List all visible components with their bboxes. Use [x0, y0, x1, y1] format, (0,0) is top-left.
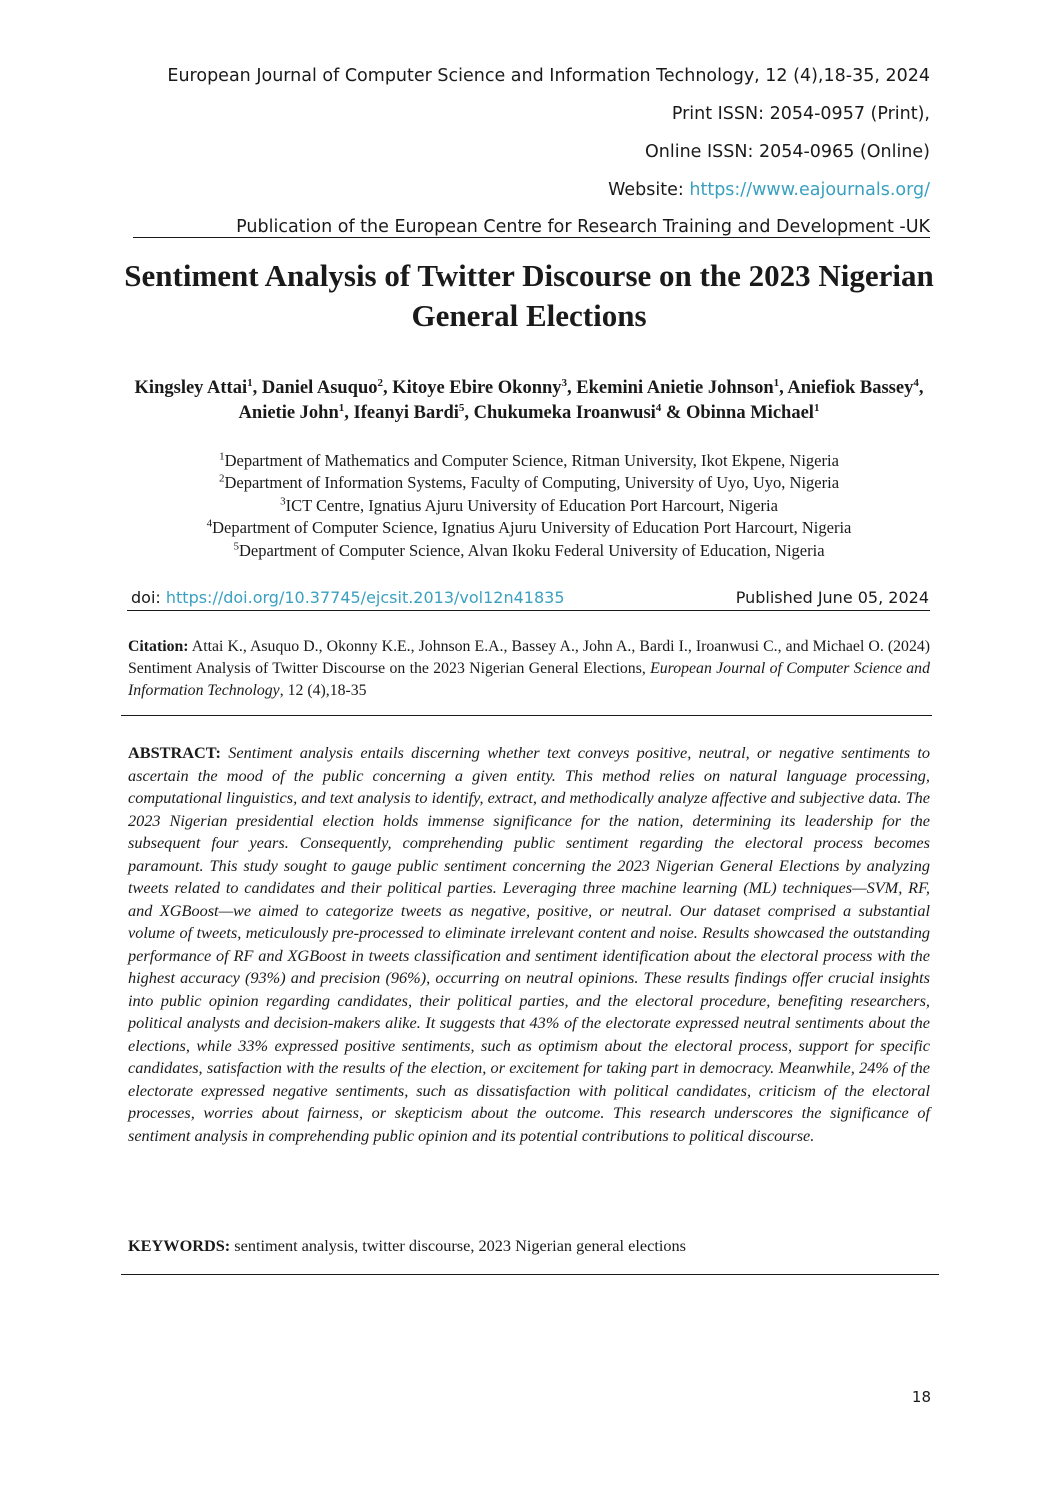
abstract	[128, 742, 930, 1147]
author-affiliation-mark: 2	[377, 376, 384, 389]
abstract-label: ABSTRACT:	[128, 743, 221, 762]
website-label: Website:	[608, 180, 690, 200]
affiliation-text: Department of Mathematics and Computer Science, Ritman University, Ikot Ekpene, Nigeria	[224, 451, 839, 470]
affiliation	[128, 450, 930, 472]
author-separator: &	[661, 403, 686, 423]
author-separator: ,	[918, 378, 924, 398]
affiliation-mark: 4	[206, 517, 213, 530]
affiliation-mark: 2	[218, 472, 225, 485]
author-separator: ,	[344, 403, 354, 423]
author-name: Anietie John	[238, 403, 339, 423]
citation-label: Citation:	[128, 638, 189, 655]
keywords-text: sentiment analysis, twitter discourse, 2023 Nigerian general elections	[230, 1236, 686, 1255]
doi-rule	[127, 610, 930, 611]
citation	[128, 636, 930, 702]
affiliation-mark: 1	[219, 450, 225, 463]
affiliation-text: ICT Centre, Ignatius Ajuru University of Education Port Harcourt, Nigeria	[285, 495, 778, 515]
author-affiliation-mark: 1	[338, 401, 345, 414]
author-affiliation-mark: 1	[247, 376, 253, 389]
doi-label: doi:	[131, 588, 166, 607]
author-name: Aniefiok Bassey	[787, 378, 914, 398]
author-affiliation-mark: 3	[561, 376, 568, 389]
affiliation	[128, 540, 930, 562]
author-name: Kitoye Ebire Okonny	[392, 378, 562, 398]
author-name: Chukumeka Iroanwusi	[473, 403, 656, 423]
citation-text: Attai K., Asuquo D., Okonny K.E., Johnson E.A., Bassey A., John A., Bardi I., Iroanwusi C., and Michael O. (2024) Sentiment Analysis of Twitter Discourse on the 2023 Nigerian General Elections,	[128, 638, 930, 677]
affiliation	[128, 517, 930, 539]
affiliation	[128, 472, 930, 494]
journal-line: European Journal of Computer Science and Information Technology, 12 (4),18-35, 2024	[167, 66, 930, 86]
affiliation-list	[128, 450, 930, 562]
author-list	[128, 376, 930, 426]
author-separator: ,	[567, 378, 577, 398]
print-issn: Print ISSN: 2054-0957 (Print),	[671, 104, 930, 124]
doi-line	[131, 588, 565, 607]
author-separator: ,	[383, 378, 393, 398]
affiliation	[128, 495, 930, 517]
author-affiliation-mark: 1	[813, 401, 820, 414]
author-separator: ,	[252, 378, 262, 398]
keywords	[128, 1236, 686, 1256]
author-affiliation-mark: 1	[773, 376, 780, 389]
affiliation-mark: 5	[233, 540, 239, 553]
website-link[interactable]: https://www.eajournals.org/	[689, 180, 930, 200]
affiliation-text: Department of Computer Science, Alvan Ikoku Federal University of Education, Nigeria	[238, 540, 825, 560]
author-name: Kingsley Attai	[134, 378, 248, 398]
abstract-text: Sentiment analysis entails discerning whether text conveys positive, neutral, or negative sentiments to ascertain the mood of the public concerning a given entity. This method relies on natural language processing, computational linguistics, and text analysis to identify, extract, and methodically analyze affective and subjective data. The 2023 Nigerian presidential election holds immense significance for the nation, determining its leadership for the subsequent four years. Consequently, comprehending public sentiment regarding the electoral process becomes paramount. This study sought to gauge public sentiment concerning the 2023 Nigerian General Elections by analyzing tweets related to candidates and their political parties. Leveraging three machine learning (ML) techniques—SVM, RF, and XGBoost—we aimed to categorize tweets as negative, positive, or neutral. Our dataset comprised a substantial volume of tweets, meticulously pre-processed to eliminate irrelevant content and noise. Results showcased the outstanding performance of RF and XGBoost in tweets classification and sentiment identification about the electoral process with the highest accuracy (93%) and precision (96%), occurring on neutral opinions. These results findings offer crucial insights into public opinion regarding candidates, their political parties, and the electoral procedure, benefiting researchers, political analysts and decision-makers alike. It suggests that 43% of the electorate expressed neutral sentiments about the elections, while 33% expressed positive sentiments, such as optimism about the electoral process, support for specific candidates, satisfaction with the results of the election, or excitement for taking part in democracy. Meanwhile, 24% of the electorate expressed negative sentiments, such as dissatisfaction with political candidates, criticism of the electoral processes, worries about fairness, or skepticism about the outcome. This research underscores the significance of sentiment analysis in comprehending public opinion and its potential contributions to political discourse.	[128, 743, 931, 1145]
author-name: Daniel Asuquo	[261, 378, 378, 398]
keywords-label: KEYWORDS:	[128, 1236, 231, 1255]
published-date: Published June 05, 2024	[735, 588, 929, 607]
affiliation-text: Department of Computer Science, Ignatius Ajuru University of Education Port Harcourt, Nigeria	[212, 518, 852, 538]
header-rule	[133, 237, 930, 238]
author-affiliation-mark: 4	[655, 401, 662, 414]
publisher-line: Publication of the European Centre for Research Training and Development -UK	[236, 217, 930, 237]
author-affiliation-mark: 4	[913, 376, 919, 389]
website-line	[608, 180, 930, 200]
page-number: 18	[911, 1388, 931, 1406]
affiliation-text: Department of Information Systems, Faculty of Computing, University of Uyo, Uyo, Nigeria	[224, 473, 840, 493]
online-issn: Online ISSN: 2054-0965 (Online)	[645, 142, 930, 162]
citation-rule	[121, 715, 932, 716]
citation-tail: , 12 (4),18-35	[279, 682, 367, 699]
affiliation-mark: 3	[280, 495, 286, 508]
citation-journal: European Journal of Computer Science and Information Technology	[128, 660, 930, 699]
author-separator: ,	[464, 403, 474, 423]
keywords-rule	[121, 1274, 939, 1275]
author-name: Obinna Michael	[685, 403, 814, 423]
author-name: Ekemini Anietie Johnson	[576, 378, 774, 398]
doi-link[interactable]: https://doi.org/10.37745/ejcsit.2013/vol12n41835	[165, 588, 565, 607]
paper-title: Sentiment Analysis of Twitter Discourse on the 2023 Nigerian General Elections	[124, 258, 934, 333]
author-affiliation-mark: 5	[458, 401, 465, 414]
author-separator: ,	[779, 378, 788, 398]
author-name: Ifeanyi Bardi	[353, 403, 459, 423]
